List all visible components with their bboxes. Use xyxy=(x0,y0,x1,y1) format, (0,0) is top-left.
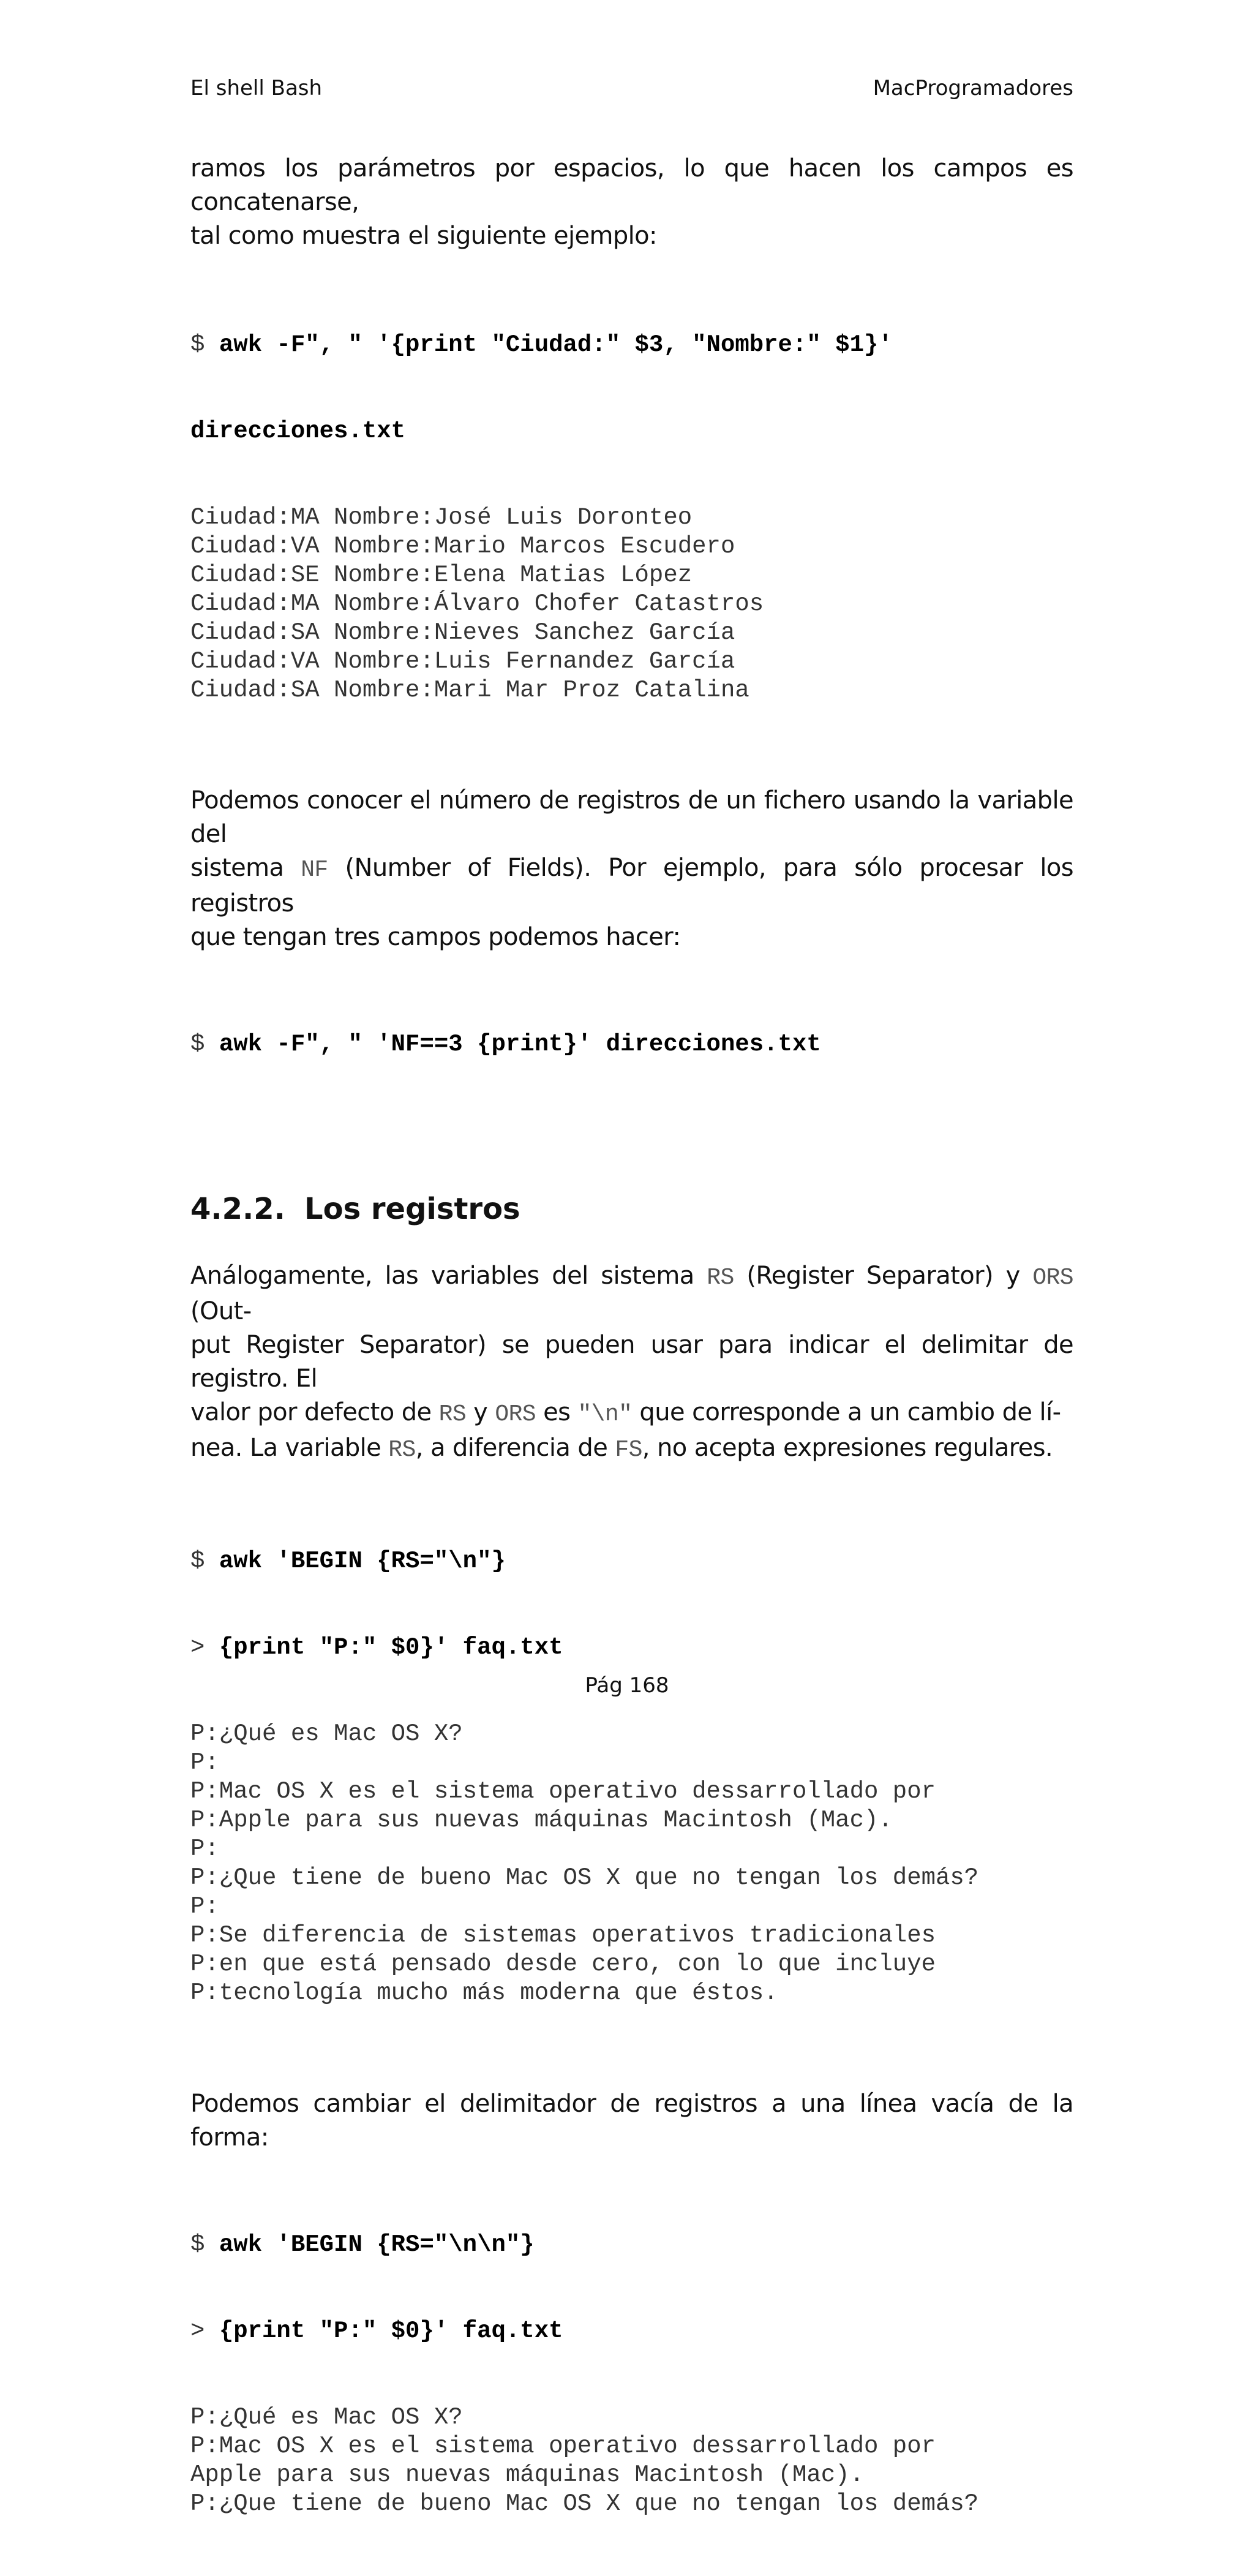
shell-continuation-prompt: > xyxy=(190,1634,219,1661)
inline-code: FS xyxy=(615,1437,642,1463)
nf-line xyxy=(190,851,1073,921)
intro-paragraph xyxy=(190,152,1073,253)
rs-line xyxy=(190,1396,1073,1431)
shell-prompt: $ xyxy=(190,1031,219,1058)
text-span: valor por defecto de xyxy=(190,1398,439,1426)
inline-code: RS xyxy=(388,1437,416,1463)
output-line: P:¿Que tiene de bueno Mac OS X que no tengan los demás? xyxy=(190,1864,979,1891)
output-line: P: xyxy=(190,1749,219,1776)
output-line: P:en que está pensado desde cero, con lo que incluye xyxy=(190,1951,936,1978)
shell-command: awk -F", " '{print "Ciudad:" $3, "Nombre:" $1}' xyxy=(219,331,893,358)
code-block-rs-newline xyxy=(190,1489,1073,2065)
code-command-line xyxy=(190,2231,1073,2259)
shell-prompt: $ xyxy=(190,331,219,358)
nf-line: Podemos conocer el número de registros de un fichero usando la variable del xyxy=(190,786,1073,848)
output-line: Ciudad:SA Nombre:Mari Mar Proz Catalina xyxy=(190,677,749,704)
shell-command: {print "P:" $0}' faq.txt xyxy=(219,2318,563,2344)
output-line: Apple para sus nuevas máquinas Macintosh (Mac). xyxy=(190,2461,864,2488)
code-command-line xyxy=(190,1633,1073,1662)
change-delimiter-paragraph xyxy=(190,2087,1073,2155)
output-line: P:Mac OS X es el sistema operativo dessarrollado por xyxy=(190,2433,936,2460)
text-span: que corresponde a un cambio de lí- xyxy=(632,1398,1061,1426)
rs-line xyxy=(190,1431,1073,1467)
change-line: Podemos cambiar el delimitador de registros a una línea vacía de la forma: xyxy=(190,2090,1073,2152)
shell-prompt: $ xyxy=(190,1548,219,1575)
output-line: P:Apple para sus nuevas máquinas Macintosh (Mac). xyxy=(190,1807,893,1834)
code-output xyxy=(190,2403,1073,2518)
code-command-line xyxy=(190,331,1073,360)
inline-code: "\n" xyxy=(577,1401,633,1428)
text-span: , a diferencia de xyxy=(415,1434,615,1462)
nf-line: que tengan tres campos podemos hacer: xyxy=(190,923,681,951)
code-output xyxy=(190,1720,1073,2008)
shell-command-continuation: direcciones.txt xyxy=(190,418,406,445)
nf-paragraph xyxy=(190,784,1073,954)
output-line: P:¿Qué es Mac OS X? xyxy=(190,1720,463,1747)
output-line: Ciudad:SA Nombre:Nieves Sanchez García xyxy=(190,619,735,646)
shell-prompt: $ xyxy=(190,2231,219,2258)
text-span: , no acepta expresiones regulares. xyxy=(642,1434,1053,1462)
shell-continuation-prompt: > xyxy=(190,2318,219,2344)
intro-line: ramos los parámetros por espacios, lo que hacen los campos es concatenarse, xyxy=(190,154,1073,216)
shell-command: awk -F", " 'NF==3 {print}' direcciones.txt xyxy=(219,1031,821,1058)
code-output xyxy=(190,503,1073,705)
section-number: 4.2.2. xyxy=(190,1192,285,1226)
inline-code: NF xyxy=(301,857,328,883)
output-line: Ciudad:SE Nombre:Elena Matias López xyxy=(190,562,693,589)
inline-code: RS xyxy=(707,1265,734,1291)
intro-line: tal como muestra el siguiente ejemplo: xyxy=(190,222,657,250)
text-span: (Out- xyxy=(190,1297,252,1325)
code-command-line xyxy=(190,2317,1073,2346)
text-span: (Register Separator) y xyxy=(734,1262,1033,1290)
output-line: P:Mac OS X es el sistema operativo dessarrollado por xyxy=(190,1778,936,1805)
page-content xyxy=(190,152,1073,2576)
code-command-line xyxy=(190,1030,1073,1059)
output-line: P:tecnología mucho más moderna que éstos. xyxy=(190,1979,778,2006)
shell-command: awk 'BEGIN {RS="\n\n"} xyxy=(219,2231,535,2258)
shell-command: awk 'BEGIN {RS="\n"} xyxy=(219,1548,506,1575)
page-footer xyxy=(0,1673,1254,1698)
header-book-title: El shell Bash xyxy=(190,76,323,100)
output-line: Ciudad:MA Nombre:Álvaro Chofer Catastros xyxy=(190,590,764,617)
inline-code: ORS xyxy=(1032,1265,1073,1291)
text-span: (Number of Fields). Por ejemplo, para sólo procesar los registros xyxy=(190,854,1073,917)
page-number: Pág 168 xyxy=(585,1673,669,1698)
output-line: P:¿Qué es Mac OS X? xyxy=(190,2404,463,2431)
inline-code: RS xyxy=(438,1401,467,1428)
text-span: sistema xyxy=(190,854,301,882)
rs-paragraph xyxy=(190,1259,1073,1467)
shell-command: {print "P:" $0}' faq.txt xyxy=(219,1634,563,1661)
code-command-line xyxy=(190,1547,1073,1576)
output-line: P:Se diferencia de sistemas operativos tradicionales xyxy=(190,1922,936,1949)
text-span: nea. La variable xyxy=(190,1434,389,1462)
code-block-nf-example xyxy=(190,973,1073,1117)
output-line: Ciudad:VA Nombre:Luis Fernandez García xyxy=(190,648,735,675)
output-line: P: xyxy=(190,1836,219,1862)
rs-line: put Register Separator) se pueden usar para indicar el delimitar de registro. El xyxy=(190,1331,1073,1393)
output-line: Ciudad:VA Nombre:Mario Marcos Escudero xyxy=(190,533,735,560)
text-span: es xyxy=(535,1398,578,1426)
section-title: Los registros xyxy=(304,1192,520,1226)
output-line: P:¿Que tiene de bueno Mac OS X que no tengan los demás? xyxy=(190,2490,979,2517)
text-span: Análogamente, las variables del sistema xyxy=(190,1262,707,1290)
output-line: P: xyxy=(190,1893,219,1920)
section-heading xyxy=(190,1191,1073,1227)
code-block-fields-example xyxy=(190,273,1073,763)
code-block-rs-empty-line xyxy=(190,2173,1073,2576)
header-publisher: MacProgramadores xyxy=(873,76,1073,100)
text-span: y xyxy=(466,1398,495,1426)
output-line: Ciudad:MA Nombre:José Luis Doronteo xyxy=(190,504,693,531)
inline-code: ORS xyxy=(495,1401,536,1428)
rs-line xyxy=(190,1259,1073,1328)
